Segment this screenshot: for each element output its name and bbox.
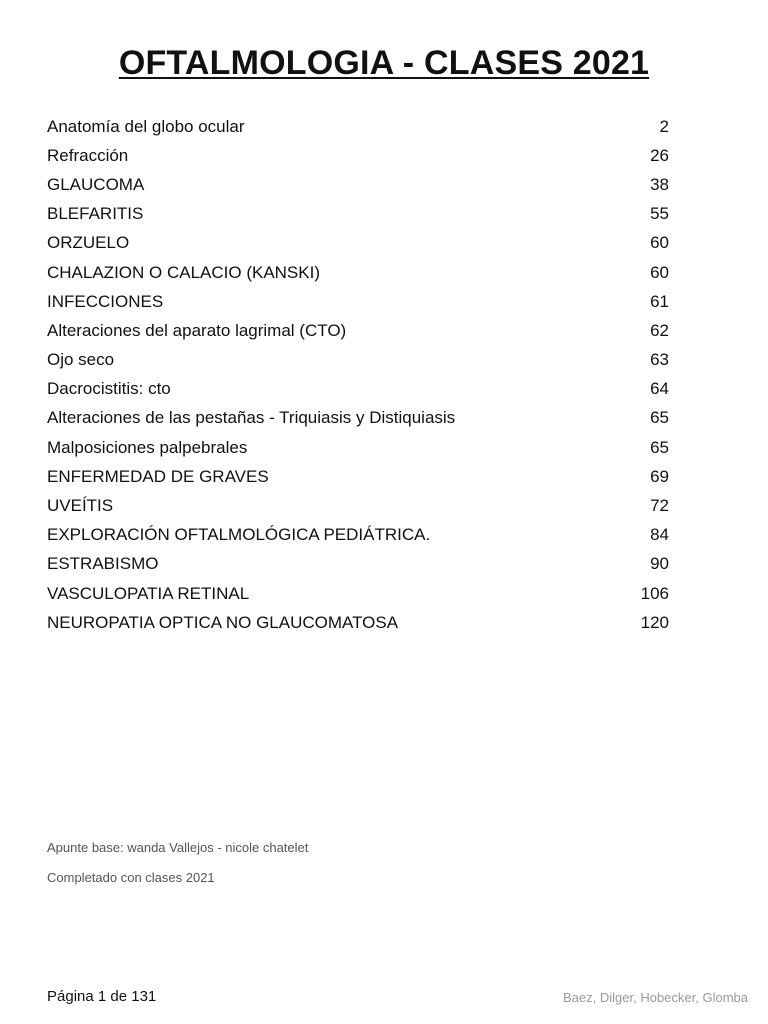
toc-entry-label: Dacrocistitis: cto (47, 379, 171, 399)
toc-entry-page: 106 (640, 583, 669, 603)
toc-entry[interactable] (47, 491, 669, 520)
note-base-authors: Apunte base: wanda Vallejos - nicole chatelet (47, 840, 309, 855)
toc-entry[interactable] (47, 346, 669, 375)
toc-entry-label: ENFERMEDAD DE GRAVES (47, 466, 269, 486)
notes-section (47, 838, 308, 898)
toc-entry[interactable] (47, 579, 669, 608)
toc-entry-label: Alteraciones del aparato lagrimal (CTO) (47, 320, 347, 340)
toc-entry-label: Anatomía del globo ocular (47, 116, 245, 136)
toc-entry[interactable] (47, 550, 669, 579)
toc-entry-label: Malposiciones palpebrales (47, 437, 248, 457)
toc-entry[interactable] (47, 229, 669, 258)
toc-entry-label: Refracción (47, 145, 129, 165)
toc-entry[interactable] (47, 375, 669, 404)
toc-entry[interactable] (47, 404, 669, 433)
toc-entry-label: GLAUCOMA (47, 174, 145, 194)
toc-entry-page: 55 (650, 204, 669, 224)
toc-entry-page: 62 (650, 320, 669, 340)
toc-entry-page: 84 (650, 525, 669, 545)
toc-entry[interactable] (47, 608, 669, 637)
toc-entry-page: 72 (650, 496, 669, 516)
toc-entry[interactable] (47, 521, 669, 550)
toc-entry-label: ESTRABISMO (47, 554, 159, 574)
toc-entry-page: 60 (650, 262, 669, 282)
toc-entry-page: 90 (650, 554, 669, 574)
toc-entry[interactable] (47, 316, 669, 345)
toc-entry-page: 26 (650, 145, 669, 165)
toc-entry[interactable] (47, 433, 669, 462)
toc-entry-label: Ojo seco (47, 350, 115, 370)
toc-entry[interactable] (47, 287, 669, 316)
toc-entry-label: Alteraciones de las pestañas - Triquiasis y Distiquiasis (47, 408, 456, 428)
note-completed: Completado con clases 2021 (47, 870, 215, 885)
toc-entry-page: 65 (650, 408, 669, 428)
toc-entry-label: CHALAZION O CALACIO (KANSKI) (47, 262, 320, 282)
toc-entry[interactable] (47, 200, 669, 229)
toc-entry-page: 63 (650, 350, 669, 370)
toc-entry-page: 60 (650, 233, 669, 253)
footer-authors: Baez, Dilger, Hobecker, Glomba (563, 990, 748, 1005)
toc-entry-label: BLEFARITIS (47, 204, 144, 224)
toc-entry[interactable] (47, 258, 669, 287)
toc-entry[interactable] (47, 112, 669, 141)
toc-entry-page: 65 (650, 437, 669, 457)
toc-entry[interactable] (47, 462, 669, 491)
toc-entry-label: VASCULOPATIA RETINAL (47, 583, 250, 603)
page-indicator: Página 1 de 131 (47, 988, 157, 1005)
toc-entry-label: UVEÍTIS (47, 496, 114, 516)
toc-entry[interactable] (47, 170, 669, 199)
toc-entry-label: NEUROPATIA OPTICA NO GLAUCOMATOSA (47, 612, 399, 632)
table-of-contents (47, 112, 669, 637)
toc-entry-label: ORZUELO (47, 233, 130, 253)
page-title: OFTALMOLOGIA - CLASES 2021 (118, 44, 650, 82)
toc-entry-page: 38 (650, 174, 669, 194)
toc-entry-label: INFECCIONES (47, 291, 164, 311)
toc-entry[interactable] (47, 141, 669, 170)
toc-entry-page: 120 (640, 612, 669, 632)
toc-entry-page: 64 (650, 379, 669, 399)
toc-entry-page: 61 (650, 291, 669, 311)
toc-entry-page: 69 (650, 466, 669, 486)
toc-entry-label: EXPLORACIÓN OFTALMOLÓGICA PEDIÁTRICA. (47, 525, 431, 545)
toc-entry-page: 2 (659, 116, 669, 136)
